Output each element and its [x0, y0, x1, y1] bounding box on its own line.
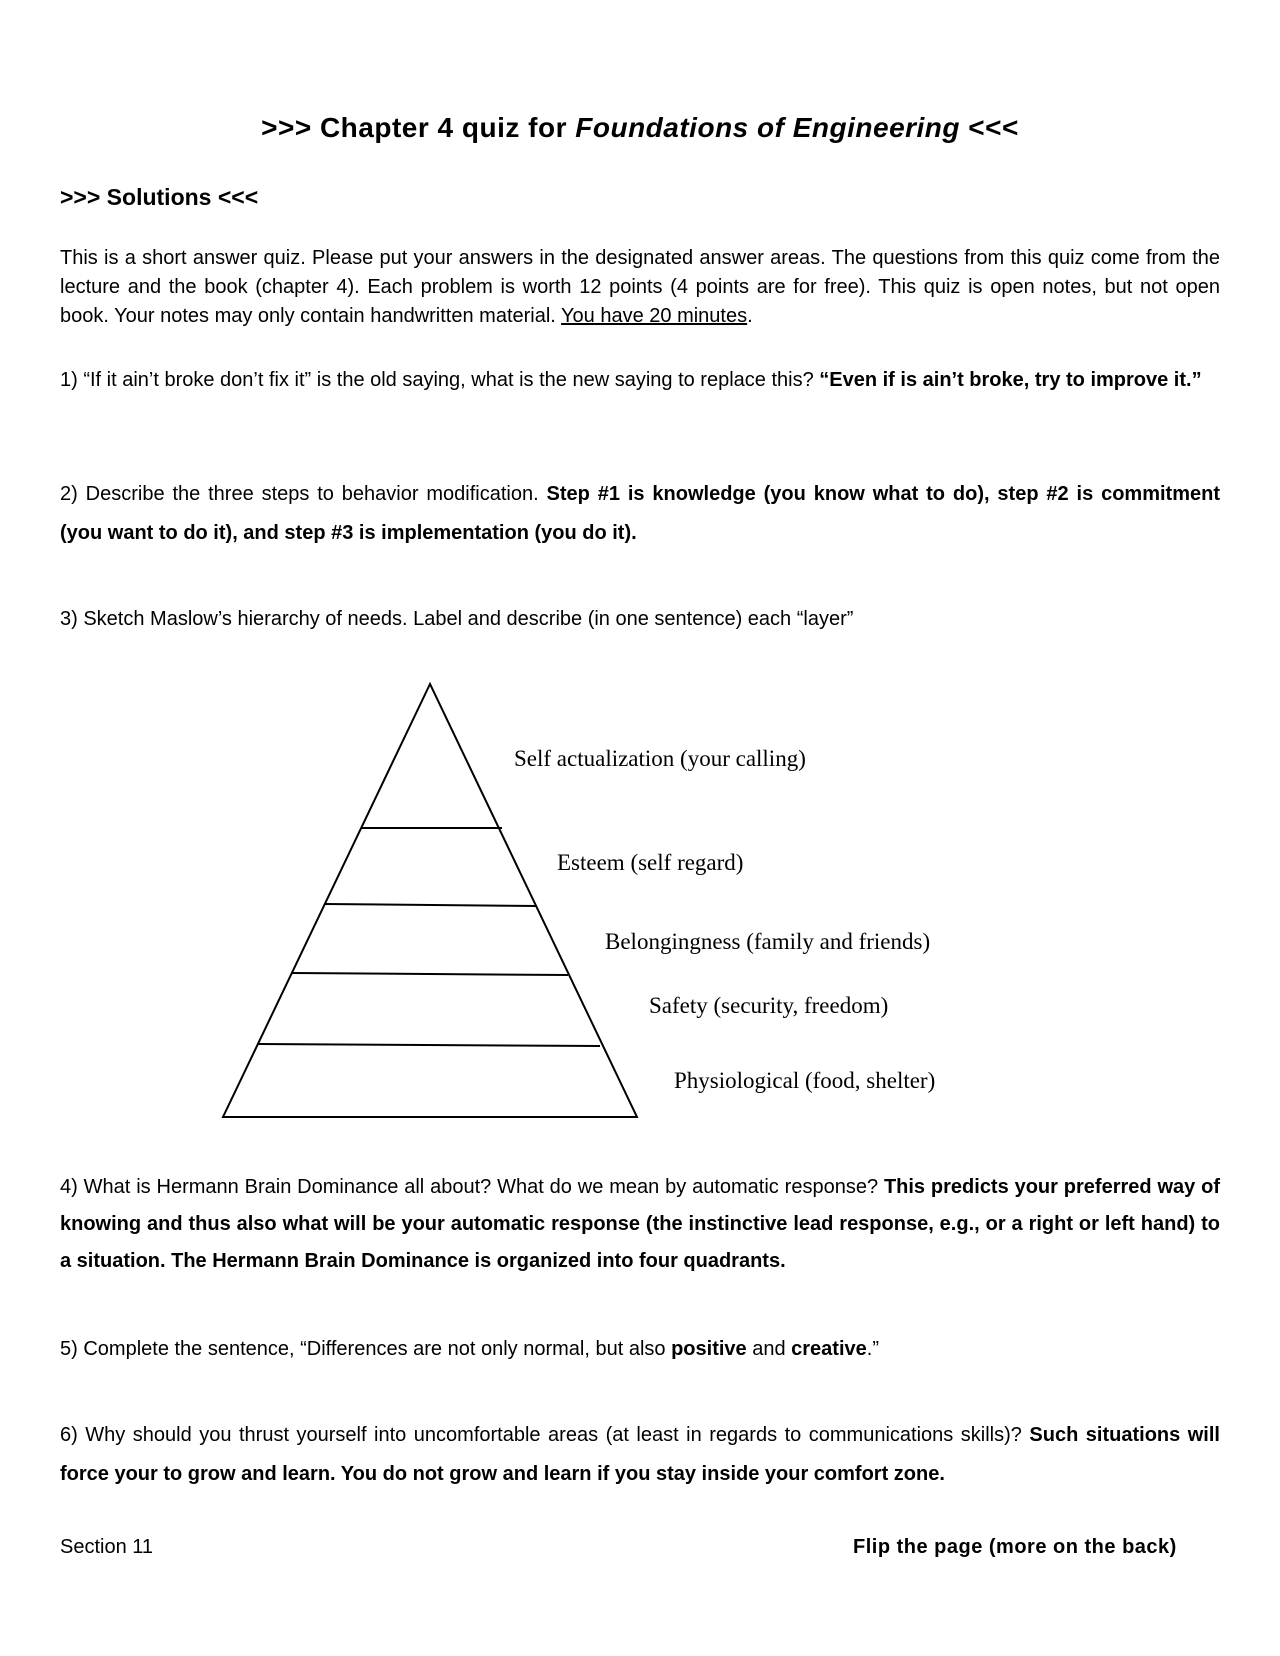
pyramid-divider-2 — [325, 904, 537, 906]
question-2-answer: Step #1 is knowledge (you know what to do), step #2 is commitment (you want to do it), and step #3 is implementation (you do it). — [60, 483, 1220, 544]
intro-end: . — [747, 305, 753, 327]
question-5-prompt-start: 5) Complete the sentence, “Differences are not only normal, but also — [60, 1338, 672, 1360]
question-5-answer-creative: creative — [791, 1338, 867, 1360]
title-prefix: >>> Chapter 4 quiz for — [261, 112, 576, 143]
pyramid-divider-4 — [258, 1044, 600, 1046]
course-name: Foundations of Engineering — [575, 112, 961, 143]
maslow-layer-safety: Safety (security, freedom) — [649, 993, 889, 1018]
solutions-heading: >>> Solutions <<< — [60, 184, 259, 210]
maslow-layer-belongingness: Belongingness (family and friends) — [605, 929, 931, 954]
flip-page-note: Flip the page (more on the back) — [853, 1536, 1177, 1558]
maslow-layer-self-actualization: Self actualization (your calling) — [514, 746, 806, 771]
question-6-answer: Such situations will force your to grow and learn. You do not grow and learn if you stay inside your comfort zone. — [60, 1424, 1220, 1485]
question-6-prompt: 6) Why should you thrust yourself into uncomfortable areas (at least in regards to communications skills)? — [60, 1424, 1030, 1446]
section-label: Section 11 — [60, 1536, 154, 1558]
question-1-prompt: 1) “If it ain’t broke don’t fix it” is the old saying, what is the new saying to replace this? — [60, 369, 820, 391]
title-suffix: <<< — [960, 112, 1019, 143]
question-5-prompt-end: .” — [866, 1338, 879, 1360]
question-2-prompt: 2) Describe the three steps to behavior modification. — [60, 483, 547, 505]
question-5-conjunction: and — [746, 1338, 792, 1360]
time-limit: You have 20 minutes — [561, 305, 748, 327]
question-6 — [60, 1416, 1220, 1494]
question-5-answer-positive: positive — [671, 1338, 747, 1360]
question-4-answer: This predicts your preferred way of knowing and thus also what will be your automatic response (the instinctive lead response, e.g., or a right or left hand) to a situation. The Hermann Brain Dominance is organized into four quadrants. — [60, 1176, 1221, 1272]
pyramid-divider-3 — [292, 973, 568, 975]
question-4-prompt: 4) What is Hermann Brain Dominance all about? What do we mean by automatic response? — [60, 1176, 884, 1198]
maslow-layer-physiological: Physiological (food, shelter) — [674, 1068, 936, 1093]
question-1-answer: “Even if is ain’t broke, try to improve it.” — [819, 369, 1202, 391]
question-4 — [60, 1169, 1220, 1280]
intro-text: This is a short answer quiz. Please put your answers in the designated answer areas. The questions from this quiz come from the lecture and the book (chapter 4). Each problem is worth 12 points (4 points are for free). This quiz is open notes, but not open book. Your notes may only contain handwritten material. — [60, 247, 1220, 327]
question-5 — [60, 1330, 1220, 1369]
question-3-prompt: 3) Sketch Maslow’s hierarchy of needs. Label and describe (in one sentence) each “layer” — [60, 608, 854, 630]
maslow-layer-esteem: Esteem (self regard) — [557, 850, 744, 875]
